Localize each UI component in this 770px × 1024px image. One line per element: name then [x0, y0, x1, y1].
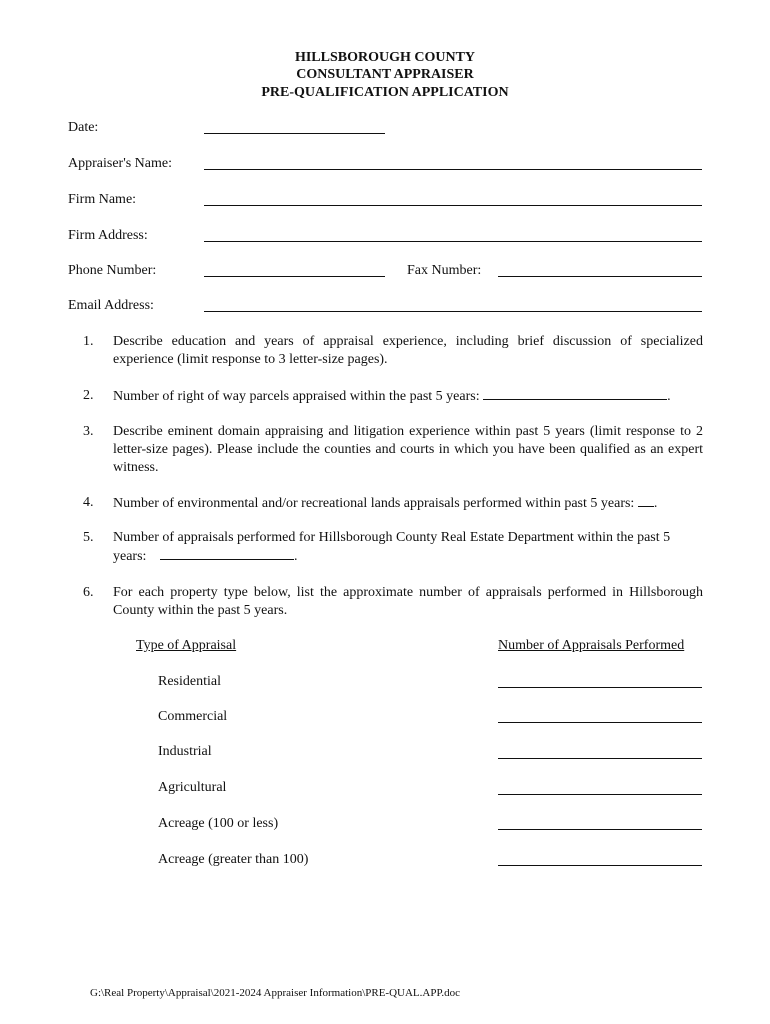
email-field[interactable] — [204, 311, 702, 312]
question-6-text: For each property type below, list the approximate number of appraisals performed in Hillsborough County within the past 5 years. — [113, 585, 703, 618]
row-commercial-field[interactable] — [498, 722, 702, 723]
row-agricultural-label: Agricultural — [158, 780, 227, 795]
firm-address-label: Firm Address: — [68, 228, 148, 243]
phone-field[interactable] — [204, 276, 385, 277]
question-5 — [113, 529, 703, 566]
title-line-2: CONSULTANT APPRAISER — [296, 67, 474, 82]
question-5-text: Number of appraisals performed for Hillsborough County Real Estate Department within the past 5 years: — [113, 530, 671, 564]
question-5-suffix: . — [293, 549, 298, 564]
row-commercial-label: Commercial — [158, 709, 228, 724]
question-4-suffix: . — [653, 496, 658, 511]
row-acreage-small-field[interactable] — [498, 829, 702, 830]
row-residential-field[interactable] — [498, 687, 702, 688]
question-4-answer-field[interactable] — [638, 494, 654, 507]
firm-name-field[interactable] — [204, 205, 702, 206]
row-industrial-field[interactable] — [498, 758, 702, 759]
fax-field[interactable] — [498, 276, 702, 277]
question-5-answer-field[interactable] — [160, 547, 294, 560]
file-path-footer: G:\Real Property\Appraisal\2021-2024 Appraiser Information\PRE-QUAL.APP.doc — [90, 987, 460, 999]
date-field[interactable] — [204, 133, 385, 134]
question-1-number: 1. — [83, 334, 94, 349]
question-2 — [113, 387, 703, 406]
title-line-3: PRE-QUALIFICATION APPLICATION — [261, 85, 509, 100]
question-2-text: Number of right of way parcels appraised within the past 5 years: — [113, 389, 480, 404]
question-1-text: Describe education and years of appraisal experience, including brief discussion of specialized experience (limit response to 3 letter-size pages). — [113, 334, 703, 367]
question-3-number: 3. — [83, 424, 94, 439]
question-2-answer-field[interactable] — [483, 387, 667, 400]
question-4-text: Number of environmental and/or recreational lands appraisals performed within past 5 years: — [113, 496, 635, 511]
date-label: Date: — [68, 120, 99, 135]
firm-name-label: Firm Name: — [68, 192, 137, 207]
phone-label: Phone Number: — [68, 263, 157, 278]
fax-label: Fax Number: — [407, 263, 482, 278]
question-3-text: Describe eminent domain appraising and litigation experience within past 5 years (limit response to 2 letter-size pages). Please include the counties and courts in which you have been qualified as an expert witness. — [113, 424, 703, 475]
question-4-number: 4. — [83, 495, 94, 510]
row-acreage-large-field[interactable] — [498, 865, 702, 866]
number-performed-header: Number of Appraisals Performed — [498, 638, 685, 653]
email-label: Email Address: — [68, 298, 154, 313]
appraiser-name-label: Appraiser's Name: — [68, 156, 172, 171]
question-6-number: 6. — [83, 585, 94, 600]
type-of-appraisal-header: Type of Appraisal — [136, 638, 237, 653]
firm-address-field[interactable] — [204, 241, 702, 242]
row-residential-label: Residential — [158, 674, 221, 689]
title-line-1: HILLSBOROUGH COUNTY — [294, 50, 476, 65]
row-acreage-small-label: Acreage (100 or less) — [158, 816, 279, 831]
question-5-number: 5. — [83, 530, 94, 545]
row-agricultural-field[interactable] — [498, 794, 702, 795]
appraiser-name-field[interactable] — [204, 169, 702, 170]
question-2-number: 2. — [83, 388, 94, 403]
row-acreage-large-label: Acreage (greater than 100) — [158, 852, 309, 867]
question-4 — [113, 494, 703, 513]
row-industrial-label: Industrial — [158, 744, 212, 759]
question-2-suffix: . — [667, 389, 671, 404]
